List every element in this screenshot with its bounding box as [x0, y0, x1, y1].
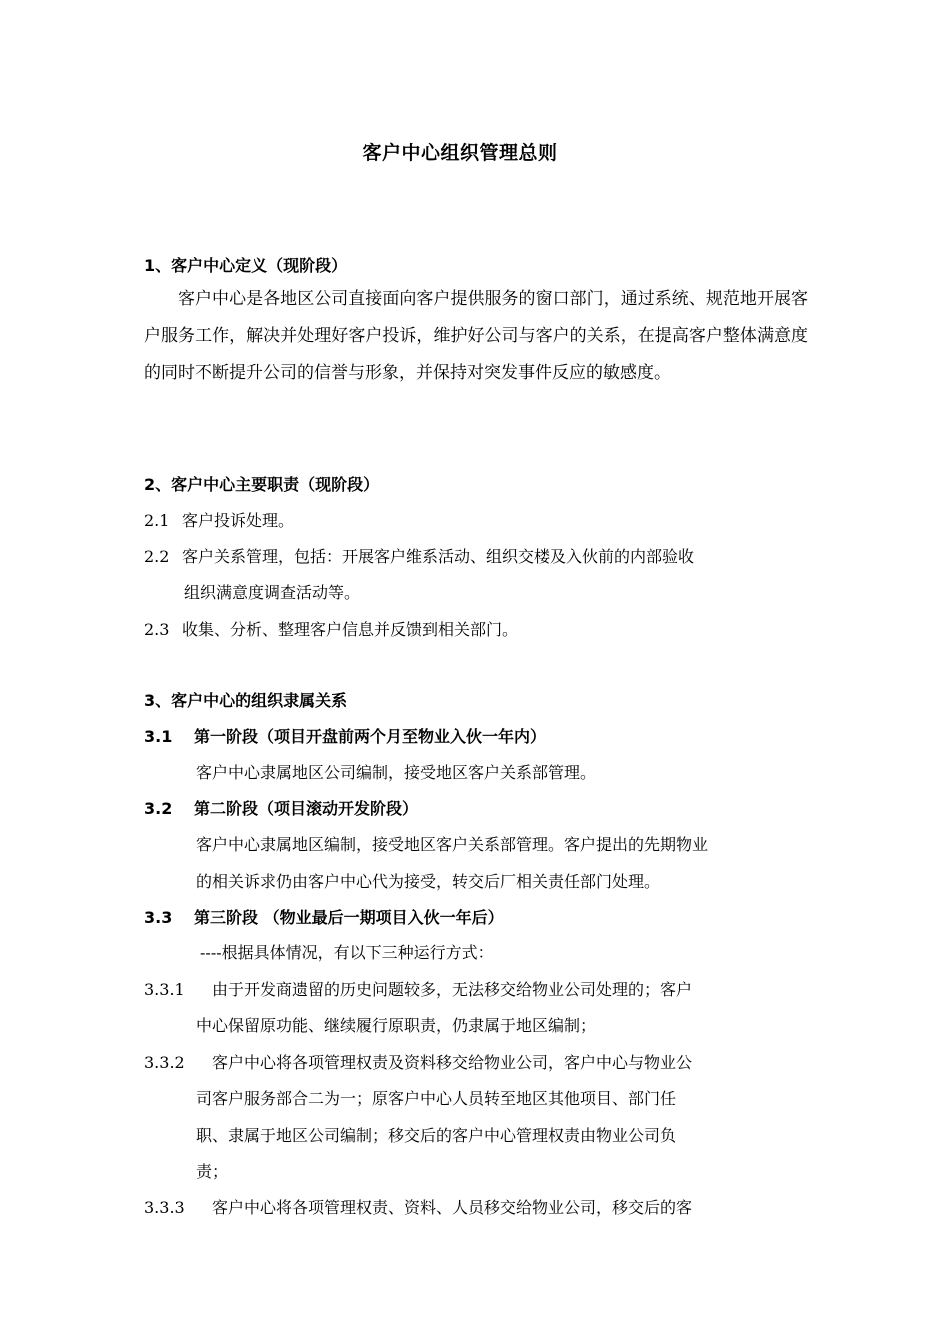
option-item: 3.3.3 客户中心将各项管理权责、资料、人员移交给物业公司，移交后的客	[144, 1198, 693, 1217]
option-item: 3.3.2 客户中心将各项管理权责及资料移交给物业公司，客户中心与物业公	[144, 1053, 693, 1072]
stage-2-description: 的相关诉求仍由客户中心代为接受，转交后厂相关责任部门处理。	[196, 872, 661, 891]
duty-item: 2.3 收集、分析、整理客户信息并反馈到相关部门。	[144, 620, 519, 639]
section-1-body: 客户中心是各地区公司直接面向客户提供服务的窗口部门，通过系统、规范地开展客户服务工作，解决并处理好客户投诉，维护好公司与客户的关系，在提高客户整体满意度的同时不断提升公司的信誉与形象，并保持对突发事件反应的敏感度。	[144, 289, 808, 383]
stage-1-heading: 3.1 第一阶段（项目开盘前两个月至物业入伙一年内）	[144, 727, 547, 746]
option-item: 3.3.1 由于开发商遗留的历史问题较多，无法移交给物业公司处理的；客户	[144, 980, 693, 999]
section-2-heading: 2、客户中心主要职责（现阶段）	[144, 475, 380, 494]
stage-3-heading: 3.3 第三阶段 （物业最后一期项目入伙一年后）	[144, 908, 504, 927]
section-1-heading: 1、客户中心定义（现阶段）	[144, 256, 348, 275]
duty-item: 2.1 客户投诉处理。	[144, 511, 295, 530]
stage-3-intro: ----根据具体情况，有以下三种运行方式：	[200, 943, 494, 962]
option-item-continuation: 中心保留原功能、继续履行原职责，仍隶属于地区编制；	[196, 1016, 597, 1035]
stage-1-description: 客户中心隶属地区公司编制，接受地区客户关系部管理。	[196, 763, 597, 782]
option-item-continuation: 职、隶属于地区公司编制；移交后的客户中心管理权责由物业公司负	[196, 1126, 677, 1145]
document-title: 客户中心组织管理总则	[362, 142, 558, 164]
stage-2-heading: 3.2 第二阶段（项目滚动开发阶段）	[144, 799, 419, 818]
option-item-continuation: 司客户服务部合二为一；原客户中心人员转至地区其他项目、部门任	[196, 1089, 677, 1108]
duty-item: 2.2 客户关系管理，包括：开展客户维系活动、组织交楼及入伙前的内部验收	[144, 547, 695, 566]
duty-item-continuation: 组织满意度调查活动等。	[184, 583, 361, 602]
option-item-continuation: 责；	[196, 1162, 229, 1181]
section-3-heading: 3、客户中心的组织隶属关系	[144, 691, 348, 710]
stage-2-description: 客户中心隶属地区编制，接受地区客户关系部管理。客户提出的先期物业	[196, 835, 709, 854]
